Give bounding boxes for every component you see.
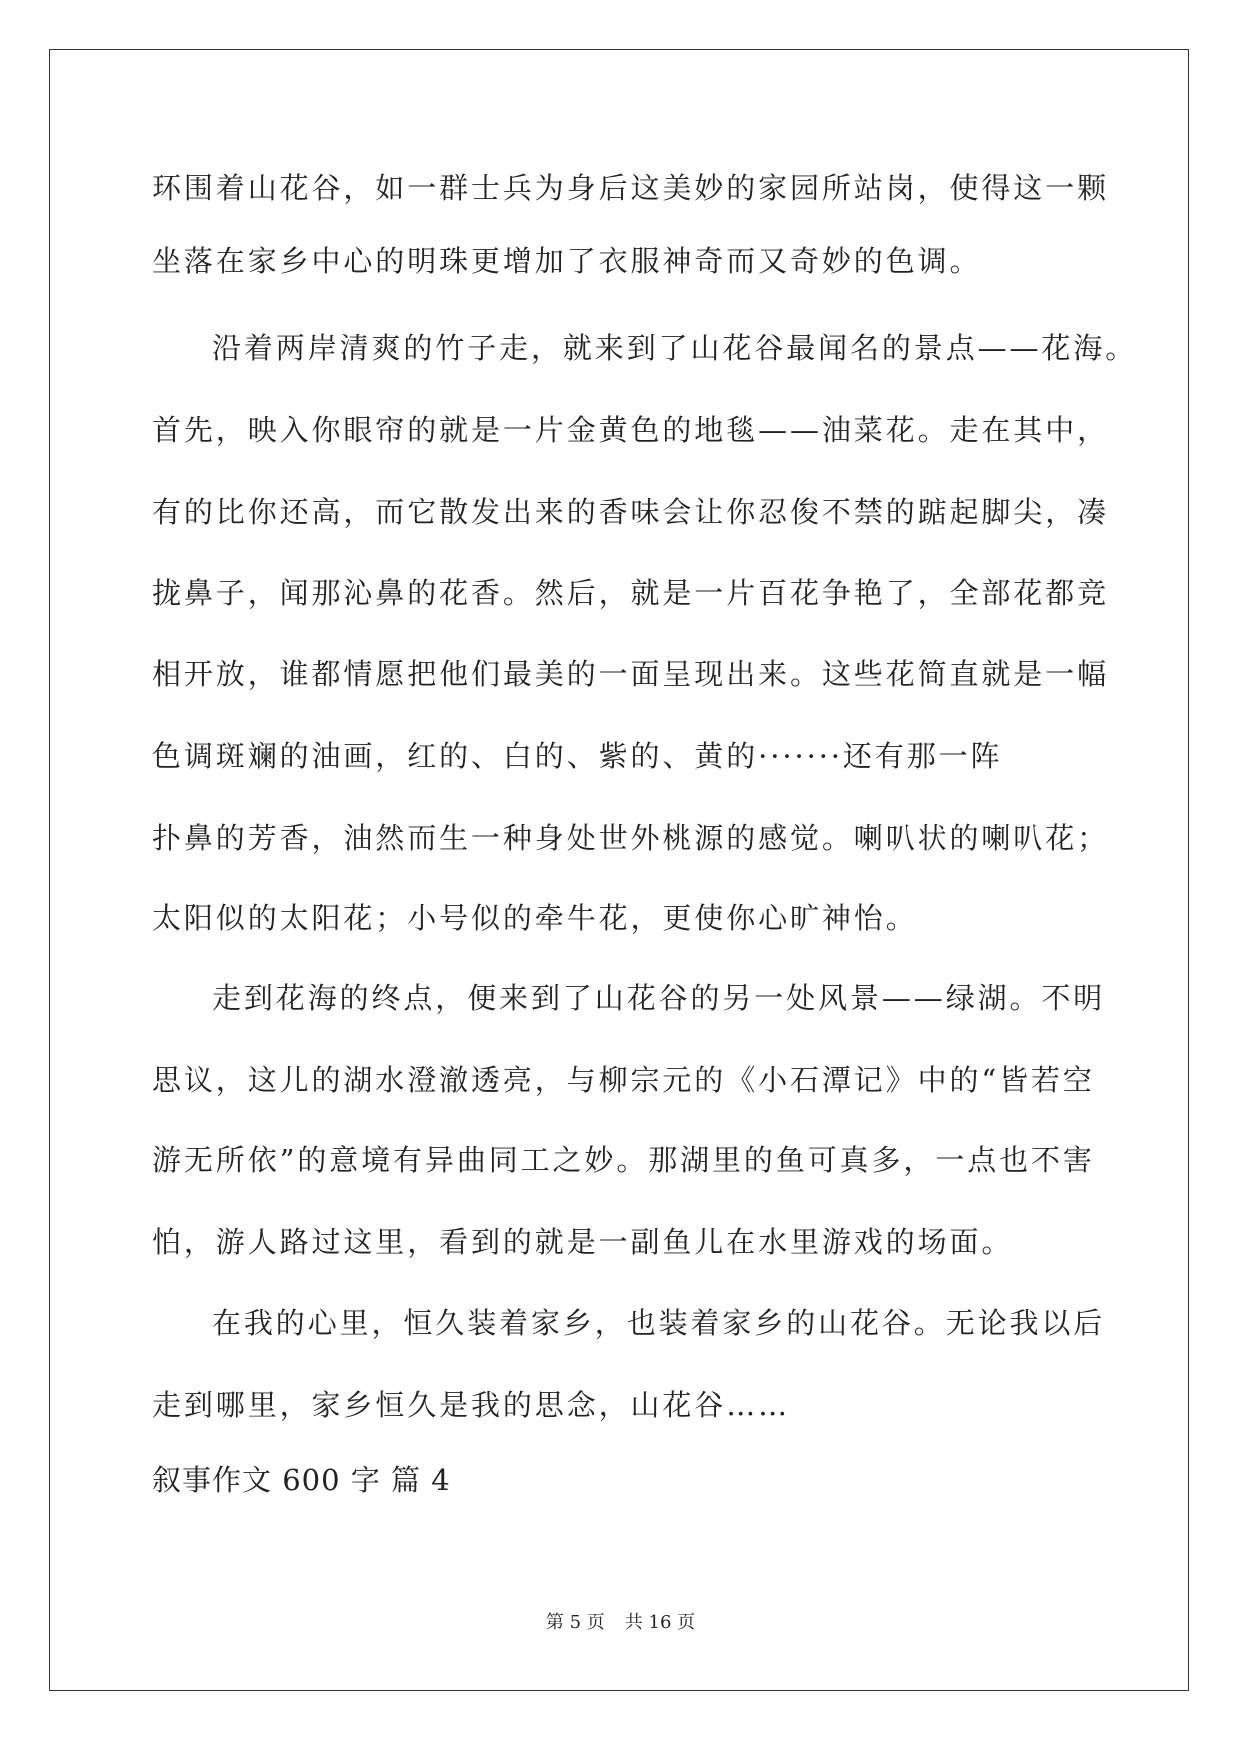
text-line-14: 怕，游人路过这里，看到的就是一副鱼儿在水里游戏的场面。 [152, 1225, 1014, 1259]
section-heading: 叙事作文 600 字 篇 4 [152, 1463, 451, 1497]
text-line-7: 相开放，谁都情愿把他们最美的一面呈现出来。这些花简直就是一幅 [152, 657, 1110, 691]
page-border [49, 49, 1189, 1691]
text-line-2: 坐落在家乡中心的明珠更增加了衣服神奇而又奇妙的色调。 [152, 244, 982, 278]
text-line-11: 走到花海的终点，便来到了山花谷的另一处风景——绿湖。不明 [212, 981, 1106, 1015]
page-number: 第 5 页 [545, 1612, 605, 1633]
text-line-10: 太阳似的太阳花；小号似的牵牛花，更使你心旷神怡。 [152, 901, 918, 935]
text-line-5: 有的比你还高，而它散发出来的香味会让你忍俊不禁的踮起脚尖，凑 [152, 495, 1110, 529]
text-line-8: 色调斑斓的油画，红的、白的、紫的、黄的·······还有那一阵 [152, 739, 1003, 773]
page-footer [0, 1611, 1241, 1635]
text-line-16: 走到哪里，家乡恒久是我的思念，山花谷…… [152, 1388, 791, 1422]
text-line-1: 环围着山花谷，如一群士兵为身后这美妙的家园所站岗，使得这一颗 [152, 171, 1110, 205]
text-line-13: 游无所依”的意境有异曲同工之妙。那湖里的鱼可真多，一点也不害 [152, 1143, 1095, 1177]
text-line-9: 扑鼻的芳香，油然而生一种身处世外桃源的感觉。喇叭状的喇叭花； [152, 821, 1110, 855]
text-line-6: 拢鼻子，闻那沁鼻的花香。然后，就是一片百花争艳了，全部花都竞 [152, 576, 1110, 610]
text-line-4: 首先，映入你眼帘的就是一片金黄色的地毯——油菜花。走在其中， [152, 413, 1110, 447]
text-line-3: 沿着两岸清爽的竹子走，就来到了山花谷最闻名的景点——花海。 [212, 331, 1138, 365]
text-line-12: 思议，这儿的湖水澄澈透亮，与柳宗元的《小石潭记》中的“皆若空 [152, 1063, 1095, 1097]
total-pages: 共 16 页 [624, 1612, 696, 1633]
text-line-15: 在我的心里，恒久装着家乡，也装着家乡的山花谷。无论我以后 [212, 1306, 1106, 1340]
